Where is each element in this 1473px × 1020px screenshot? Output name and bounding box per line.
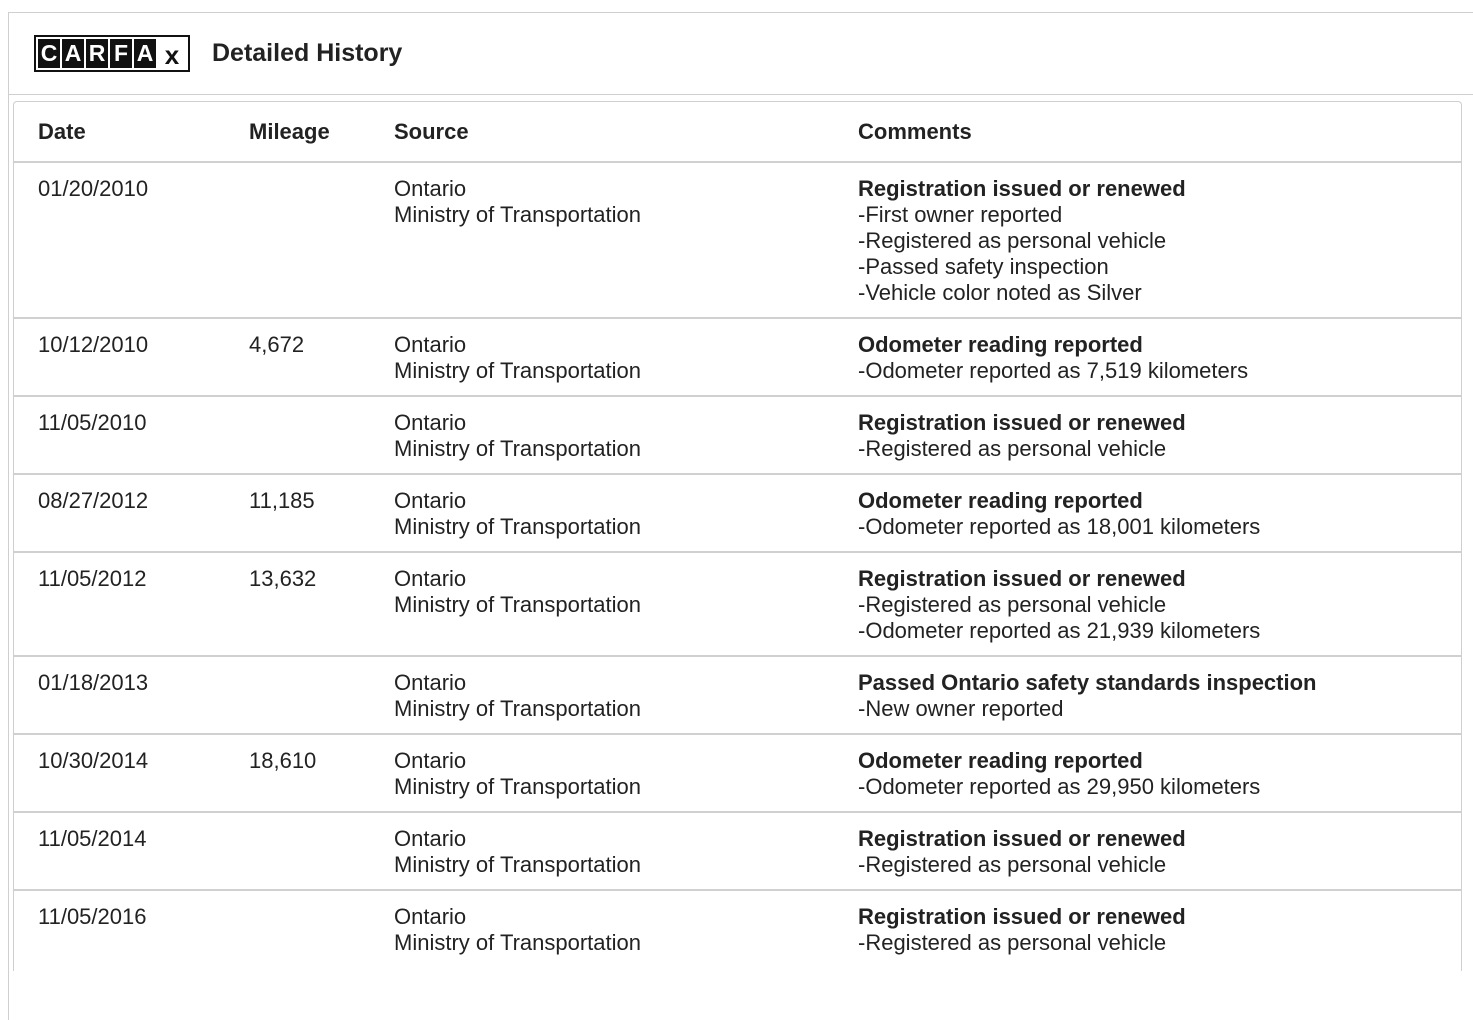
column-header-date: Date [14, 102, 225, 162]
cell-mileage [225, 396, 370, 474]
logo-letter-x: x [158, 39, 186, 68]
table-row [14, 734, 1461, 812]
column-header-comments: Comments [834, 102, 1461, 162]
cell-mileage: 18,610 [225, 734, 370, 812]
source-line: Ontario [394, 176, 467, 201]
comment-title: Registration issued or renewed [858, 566, 1186, 591]
source-line: Ontario [394, 670, 467, 695]
comment-title: Odometer reading reported [858, 748, 1143, 773]
comment-line: -Odometer reported as 29,950 kilometers [858, 774, 1261, 799]
cell-comments [834, 812, 1461, 890]
comment-line: -Odometer reported as 7,519 kilometers [858, 358, 1249, 383]
table-row [14, 656, 1461, 734]
cell-mileage: 11,185 [225, 474, 370, 552]
cell-date: 11/05/2012 [14, 552, 225, 656]
cell-comments [834, 552, 1461, 656]
cell-date: 11/05/2010 [14, 396, 225, 474]
comment-title: Passed Ontario safety standards inspection [858, 670, 1317, 695]
comment-title: Registration issued or renewed [858, 176, 1186, 201]
cell-mileage [225, 812, 370, 890]
cell-mileage [225, 890, 370, 967]
comment-title: Registration issued or renewed [858, 410, 1186, 435]
cell-source [370, 396, 834, 474]
cell-date: 01/20/2010 [14, 162, 225, 318]
cell-comments [834, 656, 1461, 734]
cell-source [370, 474, 834, 552]
source-line: Ontario [394, 488, 467, 513]
cell-date: 11/05/2014 [14, 812, 225, 890]
source-line: Ministry of Transportation [394, 852, 641, 877]
panel-header [9, 13, 1473, 95]
comment-line: -Registered as personal vehicle [858, 228, 1167, 253]
page-title: Detailed History [212, 39, 403, 67]
cell-comments [834, 474, 1461, 552]
comment-title: Odometer reading reported [858, 488, 1143, 513]
cell-source [370, 812, 834, 890]
source-line: Ontario [394, 332, 467, 357]
cell-date: 01/18/2013 [14, 656, 225, 734]
source-line: Ministry of Transportation [394, 930, 641, 955]
cell-source [370, 890, 834, 967]
column-header-source: Source [370, 102, 834, 162]
table-row [14, 318, 1461, 396]
cell-source [370, 552, 834, 656]
cell-source [370, 318, 834, 396]
source-line: Ministry of Transportation [394, 696, 641, 721]
cell-comments [834, 890, 1461, 967]
comment-line: -Passed safety inspection [858, 254, 1109, 279]
table-row [14, 890, 1461, 967]
logo-letter: R [86, 39, 108, 68]
logo-letter: A [134, 39, 156, 68]
source-line: Ontario [394, 748, 467, 773]
cell-comments [834, 162, 1461, 318]
comment-line: -Registered as personal vehicle [858, 592, 1167, 617]
logo-letter: C [38, 39, 60, 68]
cell-mileage: 13,632 [225, 552, 370, 656]
table-row [14, 474, 1461, 552]
source-line: Ministry of Transportation [394, 514, 641, 539]
comment-line: -First owner reported [858, 202, 1063, 227]
source-line: Ontario [394, 826, 467, 851]
comment-title: Odometer reading reported [858, 332, 1143, 357]
comment-line: -Odometer reported as 21,939 kilometers [858, 618, 1261, 643]
comment-line: -New owner reported [858, 696, 1064, 721]
comment-title: Registration issued or renewed [858, 826, 1186, 851]
comment-line: -Vehicle color noted as Silver [858, 280, 1142, 305]
logo-letter: A [62, 39, 84, 68]
comment-line: -Odometer reported as 18,001 kilometers [858, 514, 1261, 539]
cell-date: 10/30/2014 [14, 734, 225, 812]
source-line: Ministry of Transportation [394, 774, 641, 799]
table-header-row [14, 102, 1461, 162]
cell-date: 11/05/2016 [38, 904, 147, 929]
source-line: Ministry of Transportation [394, 202, 641, 227]
source-line: Ontario [394, 566, 467, 591]
source-line: Ministry of Transportation [394, 358, 641, 383]
cell-source [370, 734, 834, 812]
cell-source [370, 656, 834, 734]
comment-line: -Registered as personal vehicle [858, 852, 1167, 877]
source-line: Ministry of Transportation [394, 436, 641, 461]
table-row [14, 396, 1461, 474]
table-body [14, 162, 1461, 967]
history-table [14, 102, 1461, 967]
cell-comments [834, 318, 1461, 396]
cell-mileage: 4,672 [225, 318, 370, 396]
cell-date: 08/27/2012 [14, 474, 225, 552]
source-line: Ministry of Transportation [394, 592, 641, 617]
carfax-logo [34, 35, 190, 72]
logo-letter: F [110, 39, 132, 68]
source-line: Ontario [394, 904, 467, 929]
cell-mileage [225, 656, 370, 734]
table-row [14, 552, 1461, 656]
cell-comments [834, 396, 1461, 474]
column-header-mileage: Mileage [225, 102, 370, 162]
comment-title: Registration issued or renewed [858, 904, 1186, 929]
source-line: Ontario [394, 410, 467, 435]
table-row [14, 162, 1461, 318]
cell-source [370, 162, 834, 318]
cell-date: 10/12/2010 [14, 318, 225, 396]
comment-line: -Registered as personal vehicle [858, 436, 1167, 461]
table-row [14, 812, 1461, 890]
cell-comments [834, 734, 1461, 812]
cell-mileage [225, 162, 370, 318]
comment-line: -Registered as personal vehicle [858, 930, 1167, 955]
history-table-container [13, 101, 1462, 971]
